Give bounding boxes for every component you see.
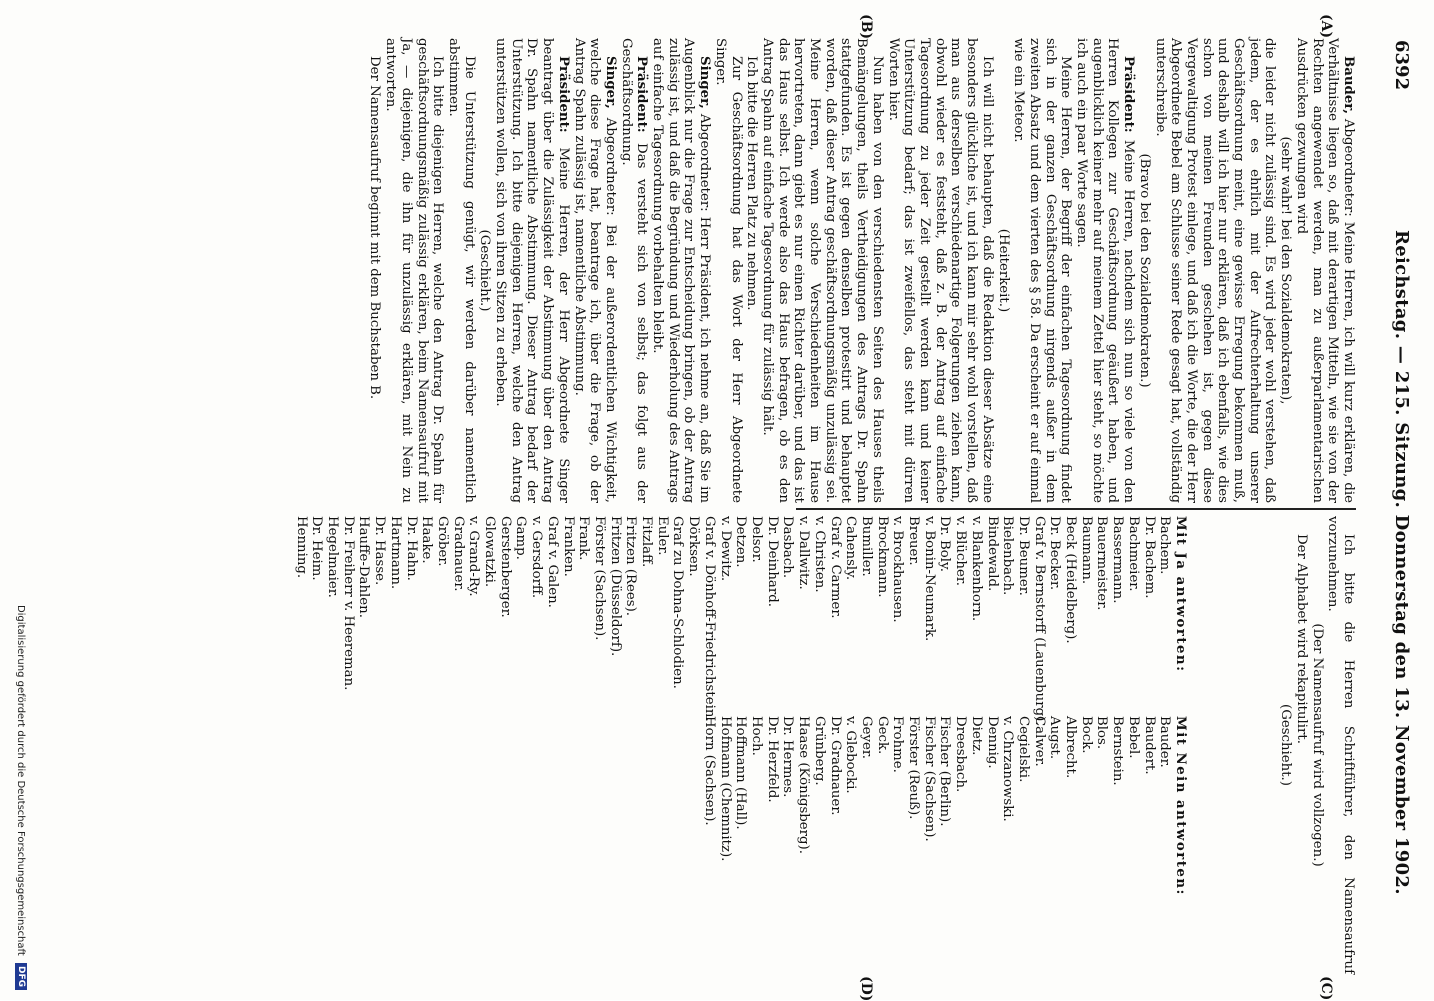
page-title: Reichstag. — 215. Sitzung. Donnerstag den 13. November 1902. <box>1391 230 1412 895</box>
voter-name: v. Glebocki. <box>843 716 859 794</box>
voter-name: Bassermann. <box>1110 516 1126 604</box>
left-paragraph <box>1152 38 1278 503</box>
voter-name: v. Blücher. <box>953 516 969 586</box>
voter-name: Bauermeister. <box>1094 516 1110 611</box>
left-paragraph <box>367 38 383 503</box>
paragraph-text: Die Unterstützung genügt, wir werden darüber namentlich abstimmen. <box>445 38 477 503</box>
voter-name: Bernstein. <box>1110 716 1126 786</box>
paragraph-text: Abgeordneter: Meine Herren, ich will kurz erklären, die Verhältnisse liegen so, daß mit derartigen Mitteln, wie sie von der Rechten angewendet werden, man zu außerparlamentarischen Ausdrücken gezwungen wird <box>1293 38 1356 503</box>
voter-name: Fischer (Berlin). <box>937 716 953 827</box>
voter-name: Dr. Hermes. <box>780 716 796 798</box>
voter-name: Bock. <box>1078 716 1094 754</box>
voter-name: Albrecht. <box>1063 716 1079 779</box>
voter-name: Dr. Hahn. <box>403 516 419 581</box>
voter-name: Cahensly. <box>843 516 859 581</box>
paragraph-text: Ich bitte die Herren Platz zu nehmen. <box>744 56 760 311</box>
voter-name: Baumann. <box>1078 516 1094 585</box>
margin-mark-d: (D) <box>858 976 874 1001</box>
voter-name: Cegielski. <box>1015 716 1031 783</box>
page-header <box>1388 40 1418 965</box>
left-paragraph <box>759 38 885 503</box>
left-paragraph <box>571 38 618 503</box>
paragraph-text: Ich will nicht behaupten, daß die Redaktion dieser Absätze eine besonders glückliche ist, und ich kann mir sehr wohl vorstellen, daß man aus derselben verschiedenartige Folgerungen ziehen kann, obwohl wieder es feststeht, daß z. B. der Antrag auf einfache Tagesordnung zu jeder Zeit gestellt werden kann und keiner Unterstützung bedarf; das ist zweifellos, das steht mit dürren Worten hier. <box>885 38 995 503</box>
voter-name: Hauffe-Dahlen. <box>356 516 372 618</box>
paragraph-text: Meine Herren, der Herr Abgeordnete Singer beantragt über die Zulässigkeit der Abstimmung über den Antrag Dr. Spahn namentliche Abstimmung. Dieser Antrag bedarf der Unterstützung. Ich bitte diejenigen Herren, welche den Antrag unterstützen wollen, sich von ihren Sitzen zu erheben. <box>493 38 571 503</box>
voter-name: Graf v. Carmer. <box>827 516 843 619</box>
paragraph-text: Der Namensaufruf beginnt mit dem Buchstaben B. <box>367 56 383 400</box>
voter-name: Glowatzki. <box>482 516 498 588</box>
left-paragraph <box>1073 38 1136 503</box>
voter-name: Dr. Gradnauer. <box>827 716 843 816</box>
voter-name: v. Brockhausen. <box>890 516 906 623</box>
voter-name: Graf v. Dönhoff-Friedrichstein. <box>701 516 717 722</box>
voter-name: Dietz. <box>968 716 984 756</box>
voter-name: Calwer. <box>1031 716 1047 767</box>
voter-name: Henning. <box>293 516 309 579</box>
voter-name: Fitzlaff. <box>639 516 655 568</box>
voter-name: v. Bonin-Neumark. <box>921 516 937 642</box>
speaker-name: Singer, <box>697 56 713 109</box>
voter-name: Dreesbach. <box>953 716 969 793</box>
voter-name: Hoch. <box>749 716 765 756</box>
left-paragraph <box>885 38 995 503</box>
voter-name: Bauder. <box>1157 716 1173 768</box>
left-paragraph <box>382 38 445 503</box>
voter-name: Dr. Becker. <box>1047 516 1063 591</box>
speaker-name: Präsident: <box>634 56 650 133</box>
voter-name: Bachem. <box>1157 516 1173 575</box>
voter-name: Frohme. <box>890 716 906 773</box>
yes-vote-list <box>293 516 1188 726</box>
voter-name: Gradnauer. <box>450 516 466 592</box>
voter-name: Geyer. <box>858 716 874 759</box>
voter-name: Fritzen (Düsseldorf). <box>607 516 623 657</box>
left-paragraph <box>445 38 476 503</box>
voter-name: Hartmann. <box>387 516 403 590</box>
voter-name: Bebel. <box>1125 716 1141 759</box>
voter-name: Baudert. <box>1141 716 1157 775</box>
paragraph-text: (Bravo bei den Sozialdemokraten.) <box>1136 153 1152 388</box>
speaker-name: Präsident: <box>555 56 571 133</box>
voter-name: Förster (Sachsen). <box>591 516 607 641</box>
voter-name: Graf zu Dohna-Schlodien. <box>670 516 686 689</box>
left-paragraph <box>477 38 493 503</box>
voter-name: Dr. Deinhard. <box>764 516 780 607</box>
voter-name: Gamp. <box>513 516 529 560</box>
dfg-logo: DFG <box>15 963 27 990</box>
voter-name: Graf v. Bernstorff (Lauenburg). <box>1031 516 1047 726</box>
left-paragraph <box>1277 38 1293 503</box>
left-paragraph <box>712 38 743 503</box>
roll-call-intro: Ich bitte die Herren Schriftführer, den Namensaufruf vorzunehmen. <box>1325 516 1356 974</box>
voter-name: Dasbach. <box>780 516 796 579</box>
left-paragraph <box>1011 38 1074 503</box>
speaker-name: Präsident: <box>1121 56 1137 133</box>
left-column-text <box>367 38 1356 503</box>
paragraph-text: (sehr wahr! bei den Sozialdemokraten), <box>1278 136 1294 405</box>
voter-name: Graf v. Galen. <box>544 516 560 608</box>
voter-name: Fischer (Sachsen). <box>921 716 937 842</box>
right-column-text <box>1277 516 1356 974</box>
paragraph-text: Ich bitte diejenigen Herren, welche den Antrag Dr. Spahn für geschäftsordnungsmäßig zulässig erklären, beim Namensaufruf mit Ja, — diejenigen, die ihn für unzulässig erklären, mit Nein zu antworten. <box>383 38 446 503</box>
paragraph-text: Abgeordneter: Bei der außerordentlichen Wichtigkeit, welche diese Frage hat, beantrage ich, über die Frage, ob der Antrag Spahn zulässig ist, namentliche Abstimmung. <box>571 38 618 504</box>
paragraph-text: (Heiterkeit.) <box>995 228 1011 313</box>
page-number: 6392 <box>1391 40 1412 91</box>
done-note: (Geschieht.) <box>1278 704 1294 786</box>
voter-name: Horn (Sachsen). <box>701 716 717 826</box>
voter-name: Brockmann. <box>874 516 890 598</box>
roll-call-note: (Der Namensaufruf wird vollzogen.) <box>1309 623 1325 867</box>
speaker-name: Singer, <box>602 56 618 109</box>
column-divider <box>796 508 1356 510</box>
margin-mark-a: (A) <box>1318 14 1334 39</box>
voter-name: Detzen. <box>733 516 749 568</box>
left-paragraph <box>1293 38 1356 503</box>
voter-name: Dr. Boly. <box>937 516 953 573</box>
voter-name: Bindewald. <box>984 516 1000 592</box>
margin-mark-b: (B) <box>858 14 874 40</box>
voter-name: Haake. <box>419 516 435 564</box>
no-header: Mit Nein antworten: <box>1173 716 1188 896</box>
paragraph-text: die leider nicht zulässig sind. Es wird jeder wohl verstehen, daß jedem, der es ehrlich mit der Aufrechterhaltung unserer Geschäftsordnung meint, eine gewisse Erregung bekommen muß, und deshalb will ich hier nur erklären, daß ich ebenfalls, wie dies schon von meinen Freunden geschehen ist, gegen diese Vergewaltigung Protest einlege, und daß ich die Worte, die der Herr Abgeordnete Bebel am Schlusse seiner Rede gesagt hat, vollständig unterschreibe. <box>1152 38 1278 503</box>
voter-name: Dr. Hasse. <box>372 516 388 586</box>
voter-name: Haase (Königsberg). <box>796 716 812 854</box>
left-paragraph <box>492 38 571 503</box>
recap-note: Der Alphabet wird rekapitulirt. <box>1293 534 1309 744</box>
footer-credit <box>15 400 27 990</box>
voter-name: Hegelmaier. <box>325 516 341 598</box>
voter-name: Dr. Bachem. <box>1141 516 1157 599</box>
voter-name: v. Grand-Ry. <box>466 516 482 597</box>
no-vote-list <box>293 716 1188 974</box>
footer-credit-text: Digitalisierung gefördert durch die Deutsche Forschungsgemeinschaft <box>15 604 26 956</box>
margin-mark-c: (C) <box>1318 976 1334 1001</box>
voter-name: Beck (Heidelberg). <box>1063 516 1079 644</box>
voter-name: v. Dewitz. <box>717 516 733 582</box>
voter-name: Franken. <box>560 516 576 577</box>
voter-name: v. Chrzanowski. <box>1000 716 1016 822</box>
voter-name: Förster (Reuß). <box>906 716 922 820</box>
paragraph-text: Nun haben von den verschiedensten Seiten des Hauses theils Bemängelungen, theils Vertheidigungen des Antrags Dr. Spahn stattgefunden. Es ist gegen denselben protestirt und behauptet worden, daß dieser Antrag geschäftsordnungsmäßig unzulässig sei. Meine Herren, wenn solche Verschiedenheiten im Hause hervortreten, dann giebt es nur einen Richter darüber, und das ist das Haus selbst. Ich werde also das Haus befragen, ob es den Antrag Spahn auf einfache Tagesordnung für zulässig hält. <box>759 38 885 503</box>
voter-name: Hofmann (Chemnitz). <box>717 716 733 862</box>
voter-name: Augst. <box>1047 716 1063 760</box>
voter-name: Dennig. <box>984 716 1000 769</box>
paragraph-text: Meine Herren, der Begriff der einfachen Tagesordnung findet sich in der ganzen Geschäftsordnung nirgends außer in dem zweiten Absatz und dem vierten des § 58. Da erscheint er auf einmal wie ein Meteor. <box>1011 38 1074 503</box>
voter-name: Hoffmann (Hall). <box>733 716 749 830</box>
voter-name: Dörksen. <box>686 516 702 577</box>
voter-name: v. Dallwitz. <box>796 516 812 590</box>
voter-name: v. Blankenhorn. <box>968 516 984 622</box>
voter-name: Dr. Heim. <box>309 516 325 581</box>
voter-name: Frank. <box>576 516 592 561</box>
voter-name: Bumiller. <box>858 516 874 577</box>
left-paragraph <box>618 38 649 503</box>
voter-name: Dr. Herzfeld. <box>764 716 780 803</box>
voter-name: Dr. Beumer. <box>1015 516 1031 596</box>
voter-name: v. Christen. <box>811 516 827 593</box>
voter-name: v. Gersdorff. <box>529 516 545 599</box>
paragraph-text: Meine Herren, nachdem sich nun so viele von den Herren Kollegen zur Geschäftsordnung geäußert haben, und augenblicklich keiner mehr auf meinem Zettel hier steht, so möchte ich auch ein paar Worte sagen. <box>1074 38 1137 503</box>
voter-name: Gröber. <box>434 516 450 567</box>
voter-name: Gerstenberger. <box>497 516 513 618</box>
voter-name: Blos. <box>1094 716 1110 750</box>
voter-name: Fritzen (Rees). <box>623 516 639 617</box>
paragraph-text: Abgeordneter: Herr Präsident, ich nehme an, daß Sie im Augenblick nur die Frage zur Entscheidung bringen, ob der Antrag zulässig ist, und daß die Begründung und Wiederholung des Antrags auf einfache Tagesordnung vorbehalten bleibt. <box>650 38 713 503</box>
paragraph-text: Das versteht sich von selbst; das folgt aus der Geschäftsordnung. <box>618 38 650 503</box>
voter-name: Bielenbach. <box>1000 516 1016 596</box>
voter-name: Grünberg. <box>811 716 827 786</box>
left-paragraph <box>1136 38 1152 503</box>
voter-name: Euler. <box>654 516 670 556</box>
speaker-name: Bauder, <box>1341 56 1356 114</box>
vote-lists <box>293 516 1188 974</box>
voter-name: Breuer. <box>906 516 922 566</box>
voter-name: Delsor. <box>749 516 765 563</box>
yes-header: Mit Ja antworten: <box>1173 516 1188 673</box>
voter-name: Bachmeier. <box>1125 516 1141 592</box>
paragraph-text: Zur Geschäftsordnung hat das Wort der Herr Abgeordnete Singer. <box>712 38 744 503</box>
left-paragraph <box>744 38 760 503</box>
voter-name: Geck. <box>874 716 890 755</box>
left-paragraph <box>649 38 712 503</box>
left-paragraph <box>995 38 1011 503</box>
paragraph-text: (Geschieht.) <box>477 229 493 312</box>
voter-name: Dr. Freiherr v. Heereman. <box>340 516 356 691</box>
